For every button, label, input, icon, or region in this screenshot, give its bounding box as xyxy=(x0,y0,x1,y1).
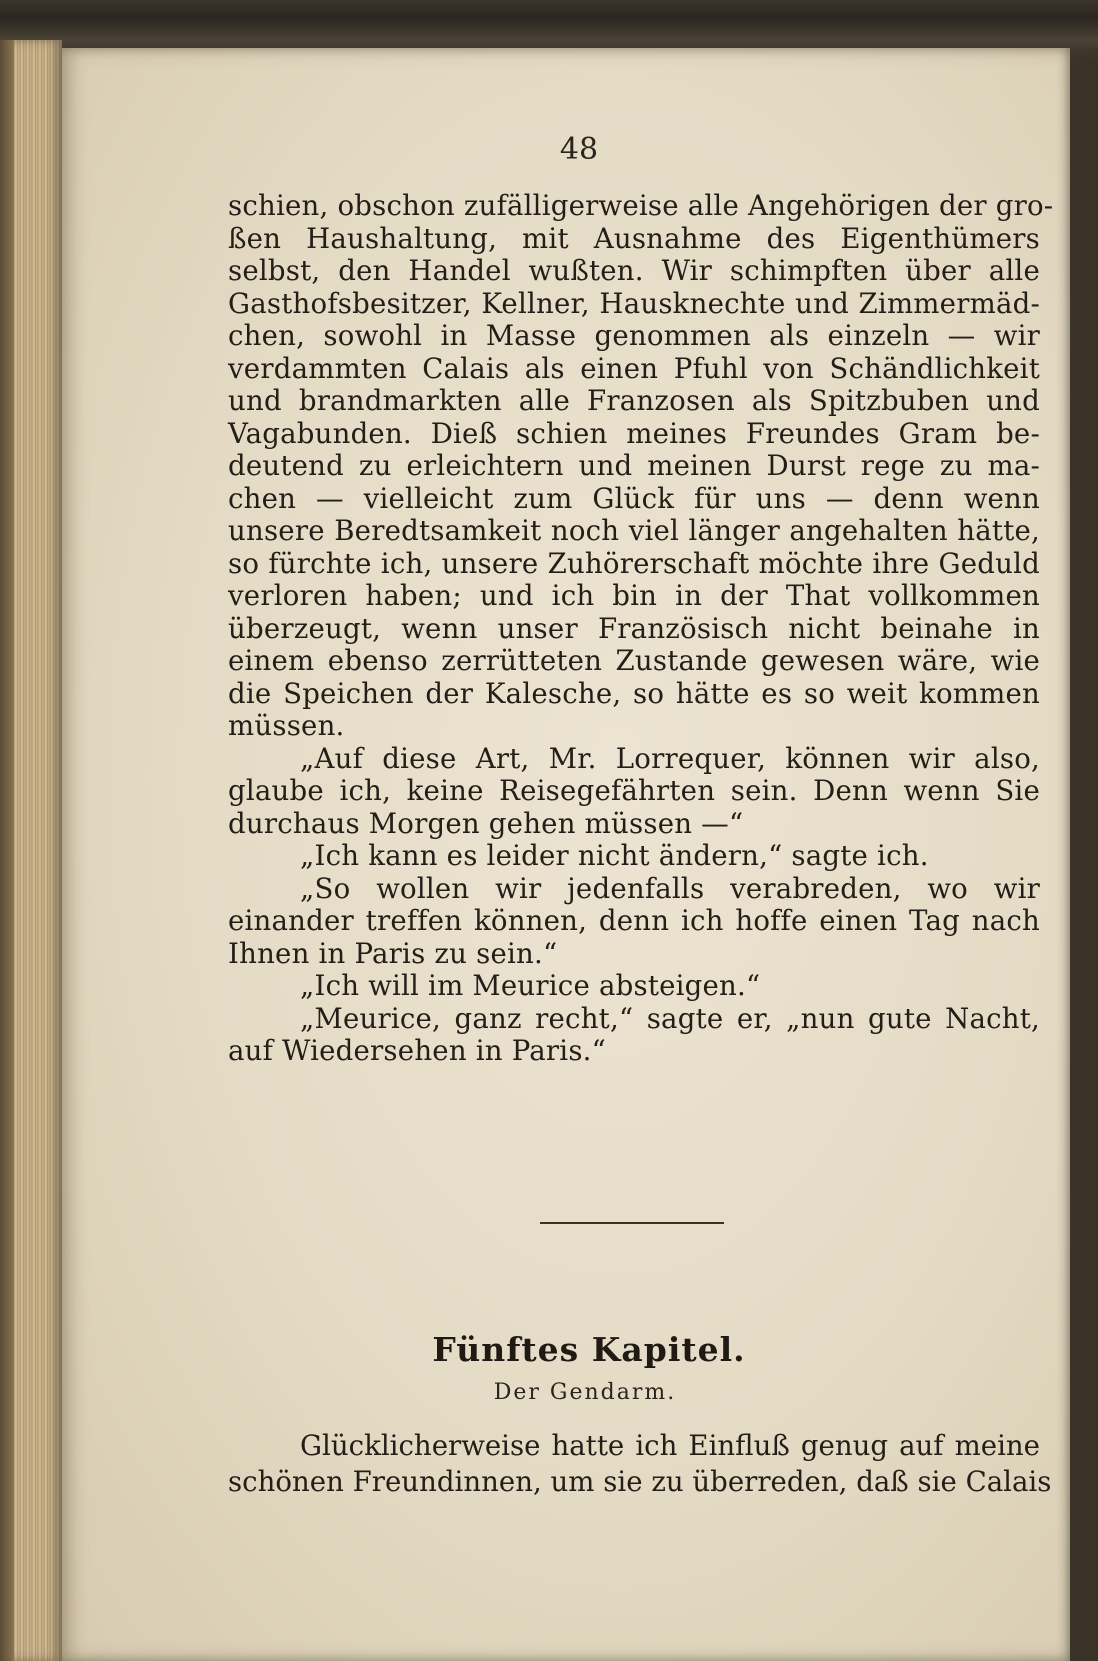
text-line: müssen. xyxy=(228,709,345,742)
text-line: chen, sowohl in Masse genommen als einzeln — wir xyxy=(228,319,1040,352)
text-line: Vagabunden. Dieß schien meines Freundes Gram be- xyxy=(228,416,1040,450)
page-gutter-shadow xyxy=(1064,48,1098,1661)
text-line: „Ich kann es leider nicht ändern,“ sagte ich. xyxy=(300,839,929,872)
chapter-text xyxy=(228,1428,1052,1500)
text-line: verdammten Calais als einen Pfuhl von Schändlichkeit xyxy=(228,351,1040,385)
book-page-edges xyxy=(0,40,62,1661)
text-line: so fürchte ich, unsere Zuhörerschaft möchte ihre Geduld xyxy=(228,546,1040,580)
section-divider xyxy=(540,1222,724,1224)
text-line: „So wollen wir jedenfalls verabreden, wo wir xyxy=(300,871,1040,905)
text-line: glaube ich, keine Reisegefährten sein. Denn wenn Sie xyxy=(228,774,1040,807)
text-line: „Auf diese Art, Mr. Lorrequer, können wir also, xyxy=(300,741,1040,775)
text-line: auf Wiedersehen in Paris.“ xyxy=(228,1034,606,1067)
text-line: Glücklicherweise hatte ich Einfluß genug auf meine xyxy=(300,1429,1040,1462)
text-line: schönen Freundinnen, um sie zu überreden, daß sie Calais xyxy=(228,1465,1052,1498)
text-line: selbst, den Handel wußten. Wir schimpften über alle xyxy=(228,254,1040,287)
text-line: „Ich will im Meurice absteigen.“ xyxy=(300,969,761,1002)
text-line: ßen Haushaltung, mit Ausnahme des Eigenthümers xyxy=(228,221,1040,255)
chapter-subtitle: Der Gendarm. xyxy=(493,1380,677,1405)
text-line: und brandmarkten alle Franzosen als Spitzbuben und xyxy=(228,384,1040,417)
text-line: chen — vielleicht zum Glück für uns — denn wenn xyxy=(228,481,1040,515)
text-line: überzeugt, wenn unser Französisch nicht beinahe in xyxy=(228,611,1040,645)
body-text xyxy=(228,189,1054,1068)
text-line: verloren haben; und ich bin in der That vollkommen xyxy=(228,579,1040,612)
text-line: Gasthofsbesitzer, Kellner, Hausknechte und Zimmermäd- xyxy=(228,286,1040,320)
text-line: unsere Beredtsamkeit noch viel länger angehalten hätte, xyxy=(228,514,1040,547)
chapter-title: Fünftes Kapitel. xyxy=(432,1330,746,1369)
text-line: „Meurice, ganz recht,“ sagte er, „nun gute Nacht, xyxy=(300,1001,1040,1035)
text-line: einander treffen können, denn ich hoffe einen Tag nach xyxy=(228,904,1040,937)
text-line: Ihnen in Paris zu sein.“ xyxy=(228,936,558,970)
text-line: schien, obschon zufälligerweise alle Angehörigen der gro- xyxy=(228,189,1054,222)
page-number: 48 xyxy=(559,132,599,167)
text-line: durchaus Morgen gehen müssen —“ xyxy=(228,806,744,840)
text-line: die Speichen der Kalesche, so hätte es so weit kommen xyxy=(228,676,1040,710)
text-line: deutend zu erleichtern und meinen Durst rege zu ma- xyxy=(228,449,1040,482)
text-line: einem ebenso zerrütteten Zustande gewesen wäre, wie xyxy=(228,644,1040,677)
